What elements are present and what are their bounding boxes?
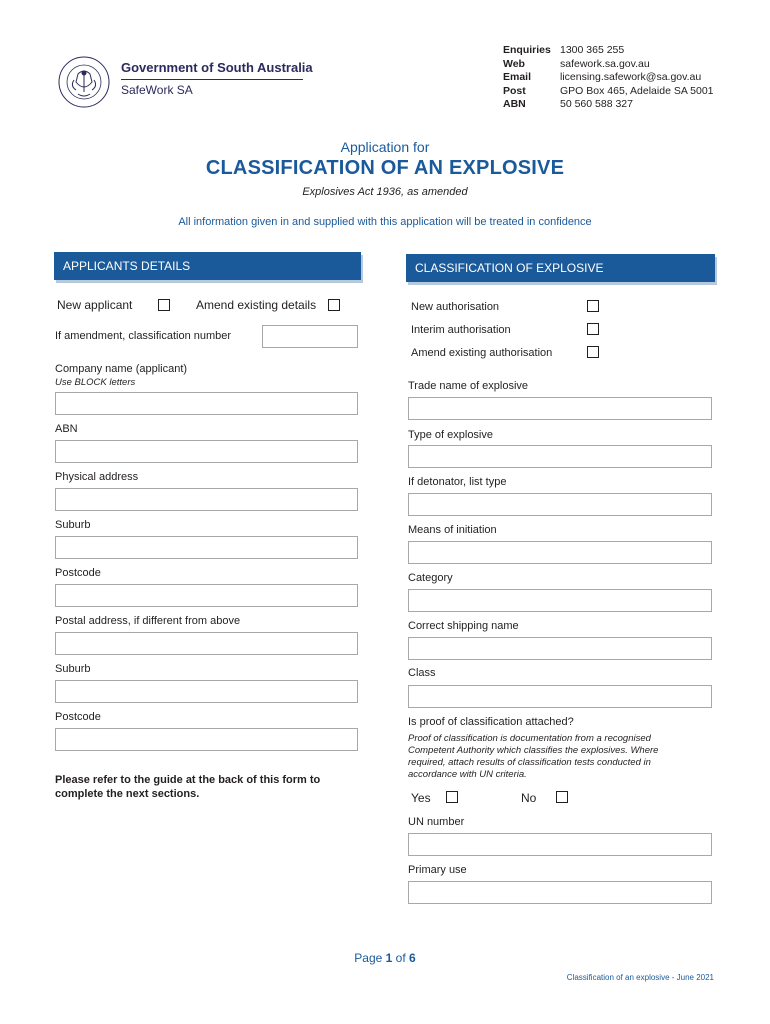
contact-value: safework.sa.gov.au	[560, 57, 650, 70]
company-name-field[interactable]	[55, 392, 358, 415]
contact-label: Email	[503, 71, 532, 84]
contact-value: GPO Box 465, Adelaide SA 5001	[560, 84, 714, 97]
physical-address-field[interactable]	[55, 488, 358, 511]
postal-suburb-field[interactable]	[55, 680, 358, 703]
primary-use-field[interactable]	[408, 881, 712, 904]
applicants-details-heading: APPLICANTS DETAILS	[54, 252, 361, 280]
interim-authorisation-checkbox[interactable]	[587, 323, 599, 335]
postal-suburb-label: Suburb	[55, 663, 91, 675]
contact-label: ABN	[503, 98, 526, 111]
primary-use-label: Primary use	[408, 864, 467, 876]
contact-label: Enquiries	[503, 44, 551, 56]
postcode-label: Postcode	[55, 567, 101, 579]
un-number-field[interactable]	[408, 833, 712, 856]
suburb-label: Suburb	[55, 519, 91, 531]
contact-label: Post	[503, 84, 526, 97]
detonator-type-field[interactable]	[408, 493, 712, 516]
shipping-name-field[interactable]	[408, 637, 712, 660]
crest-icon	[56, 54, 114, 110]
class-field[interactable]	[408, 685, 712, 708]
contact-row-post	[503, 85, 714, 99]
interim-authorisation-label: Interim authorisation	[411, 324, 511, 336]
form-pretitle: Application for	[340, 139, 430, 155]
contact-label: Web	[503, 57, 525, 70]
proof-yes-label: Yes	[411, 791, 431, 805]
abn-label: ABN	[55, 423, 78, 435]
shipping-name-label: Correct shipping name	[408, 620, 519, 632]
proof-no-checkbox[interactable]	[556, 791, 568, 803]
postal-postcode-label: Postcode	[55, 711, 101, 723]
act-reference: Explosives Act 1936, as amended	[302, 186, 468, 198]
trade-name-label: Trade name of explosive	[408, 380, 529, 392]
confidentiality-notice: All information given in and supplied with this application will be treated in confidence	[178, 216, 592, 228]
contact-row-email	[503, 71, 714, 85]
contact-value: licensing.safework@sa.gov.au	[560, 71, 702, 84]
category-field[interactable]	[408, 589, 712, 612]
form-title: CLASSIFICATION OF AN EXPLOSIVE	[205, 157, 565, 179]
amend-existing-label: Amend existing details	[196, 298, 317, 312]
page-indicator	[0, 951, 770, 965]
government-logo	[56, 54, 326, 110]
contact-row-web	[503, 58, 714, 72]
contact-row-enquiries	[503, 44, 714, 58]
company-name-label: Company name (applicant)	[55, 363, 188, 375]
page-word: Page	[354, 951, 383, 965]
document-name: Classification of an explosive - June 2021	[566, 973, 714, 982]
explosive-type-label: Type of explosive	[408, 429, 493, 441]
amendment-number-field[interactable]	[262, 325, 358, 348]
proof-no-label: No	[521, 791, 537, 805]
detonator-type-label: If detonator, list type	[408, 476, 507, 488]
page-number: 1	[385, 951, 393, 965]
logo-divider	[121, 79, 303, 80]
new-applicant-label: New applicant	[57, 298, 133, 312]
postcode-field[interactable]	[55, 584, 358, 607]
proof-yes-checkbox[interactable]	[446, 791, 458, 803]
proof-note: Proof of classification is documentation from a recognised Competent Authority which classifies the explosives. Where required, attach results of classification tests conducted in accordance with UN criteria.	[408, 733, 659, 780]
amend-existing-checkbox[interactable]	[328, 299, 340, 311]
proof-question-label: Is proof of classification attached?	[408, 716, 574, 728]
un-number-label: UN number	[408, 816, 465, 828]
trade-name-field[interactable]	[408, 397, 712, 420]
contact-row-abn	[503, 98, 714, 112]
of-word: of	[395, 951, 406, 965]
contact-block	[503, 44, 714, 112]
suburb-field[interactable]	[55, 536, 358, 559]
postal-postcode-field[interactable]	[55, 728, 358, 751]
abn-field[interactable]	[55, 440, 358, 463]
means-of-initiation-field[interactable]	[408, 541, 712, 564]
guide-note: Please refer to the guide at the back of this form to complete the next sections.	[55, 774, 321, 800]
company-name-hint: Use BLOCK letters	[55, 377, 136, 388]
category-label: Category	[408, 572, 453, 584]
explosive-type-field[interactable]	[408, 445, 712, 468]
contact-value: 50 560 588 327	[560, 98, 633, 111]
contact-value: 1300 365 255	[560, 44, 625, 56]
new-authorisation-checkbox[interactable]	[587, 300, 599, 312]
class-label: Class	[408, 667, 436, 679]
amend-authorisation-label: Amend existing authorisation	[411, 347, 553, 359]
physical-address-label: Physical address	[55, 471, 139, 483]
agency-name: SafeWork SA	[121, 83, 193, 97]
new-authorisation-label: New authorisation	[411, 301, 500, 313]
page-total: 6	[409, 951, 416, 965]
postal-address-field[interactable]	[55, 632, 358, 655]
government-name: Government of South Australia	[121, 60, 313, 75]
new-applicant-checkbox[interactable]	[158, 299, 170, 311]
amendment-number-label: If amendment, classification number	[55, 330, 232, 342]
classification-heading: CLASSIFICATION OF EXPLOSIVE	[406, 254, 715, 282]
amend-authorisation-checkbox[interactable]	[587, 346, 599, 358]
postal-address-label: Postal address, if different from above	[55, 615, 241, 627]
means-of-initiation-label: Means of initiation	[408, 524, 497, 536]
